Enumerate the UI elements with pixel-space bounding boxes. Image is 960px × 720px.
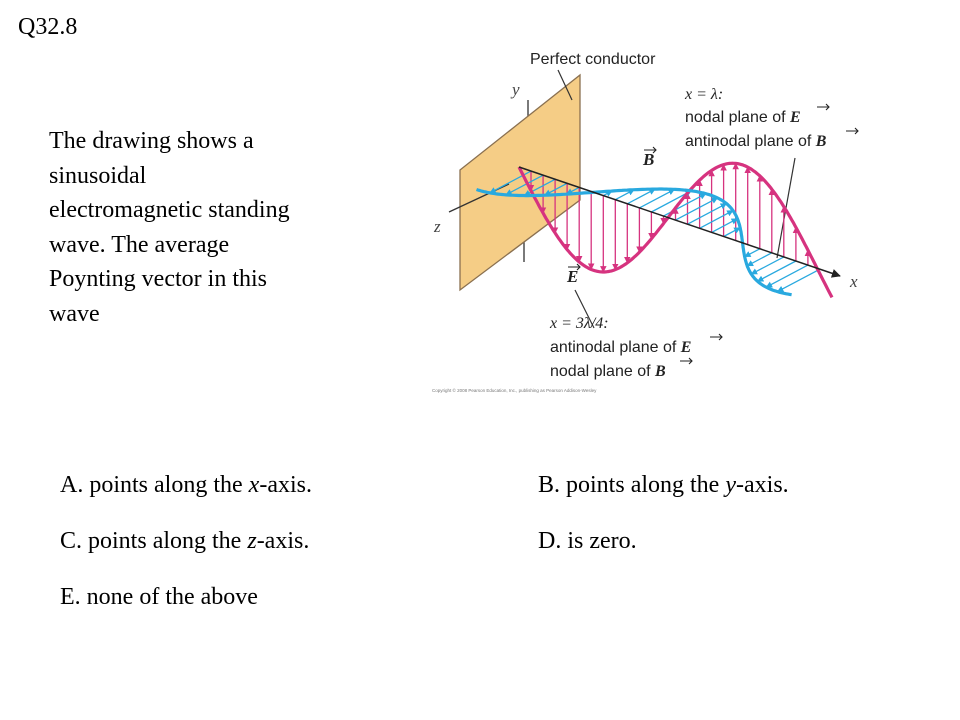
question-number: Q32.8 (18, 14, 78, 40)
lower-note-line1: antinodal plane of E (550, 339, 692, 356)
axis-y-label: y (512, 80, 520, 99)
answer-text-end: -axis. (259, 472, 312, 498)
answer-letter: C. (60, 528, 83, 554)
lower-note-position: x = 3λ/4: (550, 315, 609, 332)
label-e-vector (566, 264, 580, 286)
conductor-plate (460, 75, 580, 290)
conductor-label: Perfect conductor (530, 51, 656, 68)
answer-text-end: -axis. (256, 528, 310, 554)
label-b: B (643, 150, 655, 169)
answer-axis: z (247, 528, 257, 554)
b-field-arrow (700, 211, 733, 229)
answer-text-end: -axis. (736, 472, 789, 498)
b-field-arrow (639, 189, 674, 208)
vector-arrow-icon (817, 104, 829, 110)
label-b-vector (642, 147, 656, 169)
upper-note-line1: nodal plane of E (685, 109, 801, 126)
upper-note (684, 86, 858, 150)
axis-x-label: x (850, 272, 858, 291)
upper-note-line2: antinodal plane of B (685, 133, 827, 150)
answer-text: points along the (89, 472, 249, 498)
b-field-arrow (745, 249, 760, 257)
lower-note-line2: nodal plane of B (550, 363, 666, 380)
vector-arrow-icon (846, 128, 858, 134)
b-field-arrow (724, 228, 741, 237)
b-field-arrow (747, 253, 772, 266)
b-field-arrow (758, 261, 796, 281)
answer-text: is zero. (567, 528, 637, 554)
answer-axis: x (248, 472, 260, 498)
answer-letter: D. (538, 528, 562, 554)
answer-letter: E. (60, 584, 81, 610)
upper-note-position: x = λ: (685, 86, 724, 103)
answer-letter: A. (60, 472, 84, 498)
answer-letter: B. (538, 472, 561, 498)
copyright-text: Copyright © 2008 Pearson Education, Inc., publishing as Pearson Addison-Wesley (432, 388, 597, 393)
b-field-arrow (766, 265, 808, 287)
question-text: The drawing shows a sinusoidal electromagnetic standing wave. The average Poynting vector in this wave (49, 128, 290, 327)
vector-arrow-icon (680, 358, 692, 364)
answer-text: points along the (566, 472, 726, 498)
b-field-arrow (778, 269, 820, 291)
label-e: E (567, 267, 579, 286)
answer-axis: y (725, 472, 736, 498)
answer-text: points along the (88, 528, 248, 554)
axis-z-label: z (434, 217, 441, 236)
b-field-arrow (688, 204, 727, 225)
b-field-arrow (751, 257, 784, 274)
vector-arrow-icon (710, 334, 722, 340)
answer-text: none of the above (86, 584, 258, 610)
b-field-arrow (712, 219, 738, 233)
lower-note (549, 315, 722, 380)
